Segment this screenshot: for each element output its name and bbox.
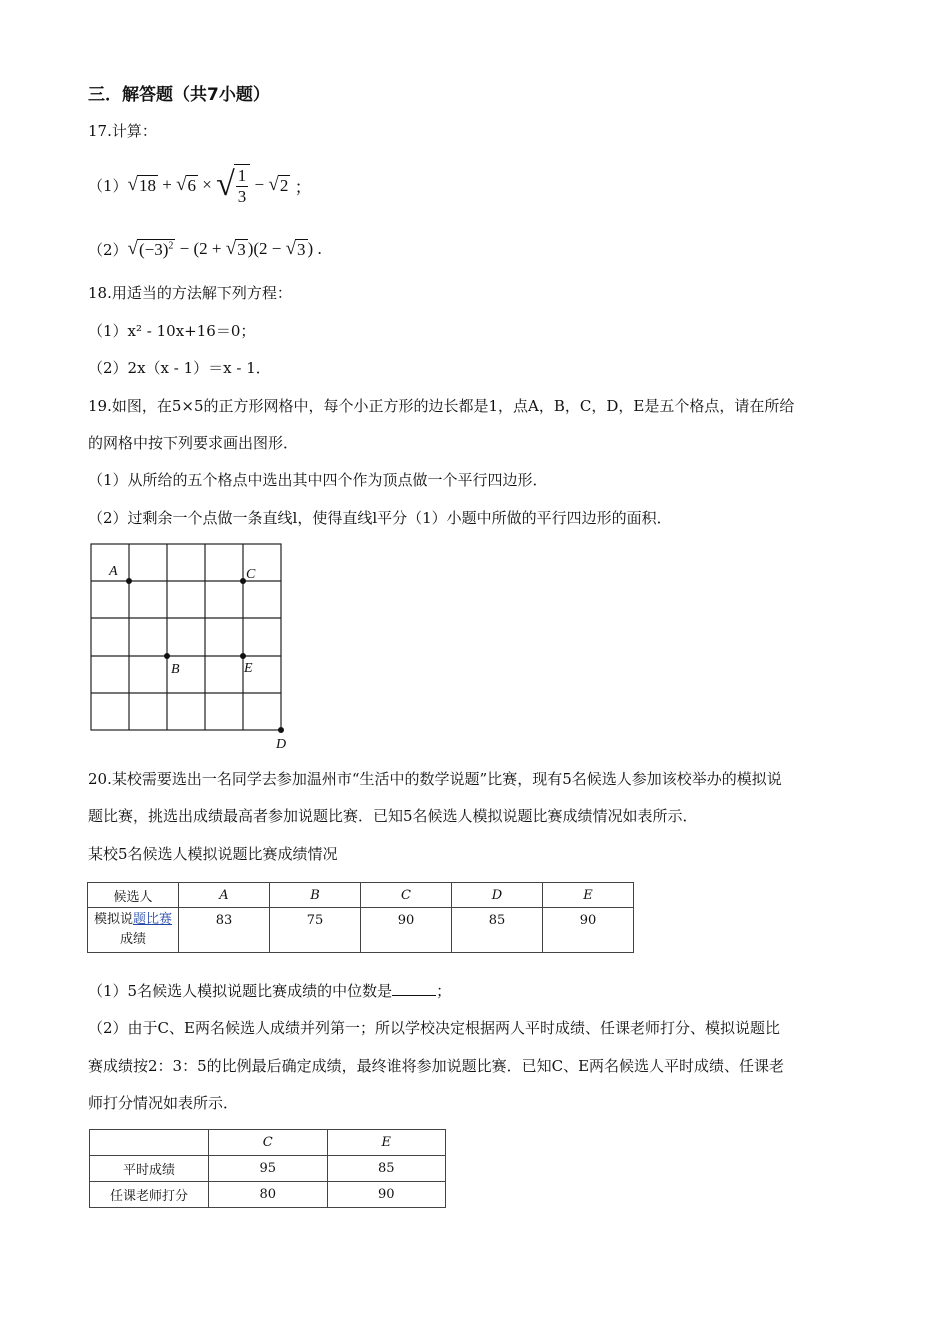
point-e-label: E [244, 661, 253, 676]
header-cell [90, 1130, 209, 1156]
q20-part2-line1: （2）由于C、E两名候选人成绩并列第一；所以学校决定根据两人平时成绩、任课老师打分、模拟说题比 [88, 1019, 780, 1037]
row-label-part: 模拟说 [93, 912, 133, 927]
q19-part2: （2）过剩余一个点做一条直线l，使得直线l平分（1）小题中所做的平行四边形的面积． [88, 509, 672, 527]
answer-blank[interactable] [392, 981, 436, 996]
score-cell: 90 [543, 908, 634, 953]
q20-part1 [88, 980, 451, 1001]
point-a-dot [126, 578, 132, 584]
scores-table-header [88, 883, 634, 908]
evaluation-table-row [90, 1156, 446, 1182]
q17-part2-expression: √ $(-3)^2$ − (2 + √ 3 )(2 − √ 3 ) . [127, 238, 322, 259]
header-cell: B [270, 883, 361, 908]
header-cell: 候选人 [88, 883, 179, 908]
score-cell: 95 [209, 1156, 328, 1182]
header-cell: A [179, 883, 270, 908]
q19-line1: 19.如图，在5×5的正方形网格中，每个小正方形的边长都是1，点A，B，C，D，E是五个格点，请在所给 [88, 397, 795, 415]
point-d-label: D [276, 737, 287, 752]
grid-figure [85, 538, 300, 753]
score-cell: 90 [361, 908, 452, 953]
score-cell: 83 [179, 908, 270, 953]
header-cell: C [361, 883, 452, 908]
score-cell: 80 [209, 1182, 328, 1208]
q20-part2-line3: 师打分情况如表所示． [88, 1094, 239, 1112]
q17-part1-expression: √ 18 + √ 6 × √ $\frac{1}{3}$ − √ 2 ； [127, 165, 312, 206]
row-label-part: 成绩 [119, 932, 146, 947]
point-e-dot [240, 653, 246, 659]
header-cell: E [543, 883, 634, 908]
q17-part2 [88, 234, 322, 264]
point-b-dot [164, 653, 170, 659]
evaluation-table [89, 1129, 446, 1208]
q19-part1: （1）从所给的五个格点中选出其中四个作为顶点做一个平行四边形． [88, 471, 548, 489]
scores-table [87, 882, 634, 953]
q17-stem: 17.计算： [88, 122, 157, 140]
q20-part2-line2: 赛成绩按2：3：5的比例最后确定成绩，最终谁将参加说题比赛．已知C、E两名候选人平时成绩、任课老 [88, 1057, 785, 1075]
point-b-label: B [171, 662, 180, 677]
header-cell: E [327, 1130, 446, 1156]
q20-part1-text: （1）5名候选人模拟说题比赛成绩的中位数是 [88, 982, 393, 1000]
row-label-cell: 任课老师打分 [90, 1182, 209, 1208]
header-cell: D [452, 883, 543, 908]
q17-part1 [88, 160, 312, 210]
score-cell: 90 [327, 1182, 446, 1208]
q18-part1: （1）x² - 10x+16＝0； [88, 322, 256, 340]
point-d-dot [278, 727, 284, 733]
q17-part1-label: （1） [88, 176, 128, 195]
section-title: 三．解答题（共7小题） [88, 85, 270, 105]
q20-line2: 题比赛，挑选出成绩最高者参加说题比赛．已知5名候选人模拟说题比赛成绩情况如表所示． [88, 807, 698, 825]
scores-table-row [88, 908, 634, 953]
score-cell: 85 [452, 908, 543, 953]
q20-line1: 20.某校需要选出一名同学去参加温州市“生活中的数学说题”比赛，现有5名候选人参加该校举办的模拟说 [88, 770, 782, 788]
table1-title: 某校5名候选人模拟说题比赛成绩情况 [88, 845, 338, 863]
score-cell: 85 [327, 1156, 446, 1182]
q19-line2: 的网格中按下列要求画出图形． [88, 434, 299, 452]
score-cell: 75 [270, 908, 361, 953]
row-label-cell [88, 908, 179, 953]
q20-part1-end: ； [436, 982, 452, 1000]
q18-stem: 18.用适当的方法解下列方程： [88, 284, 292, 302]
evaluation-table-row [90, 1182, 446, 1208]
row-label-cell: 平时成绩 [90, 1156, 209, 1182]
row-label-link[interactable]: 题比赛 [133, 912, 173, 927]
q17-part2-label: （2） [88, 240, 128, 259]
q18-part2: （2）2x（x - 1）＝x - 1． [88, 359, 271, 377]
header-cell: C [209, 1130, 328, 1156]
evaluation-table-header [90, 1130, 446, 1156]
point-a-label: A [109, 564, 118, 579]
point-c-label: C [246, 567, 256, 582]
